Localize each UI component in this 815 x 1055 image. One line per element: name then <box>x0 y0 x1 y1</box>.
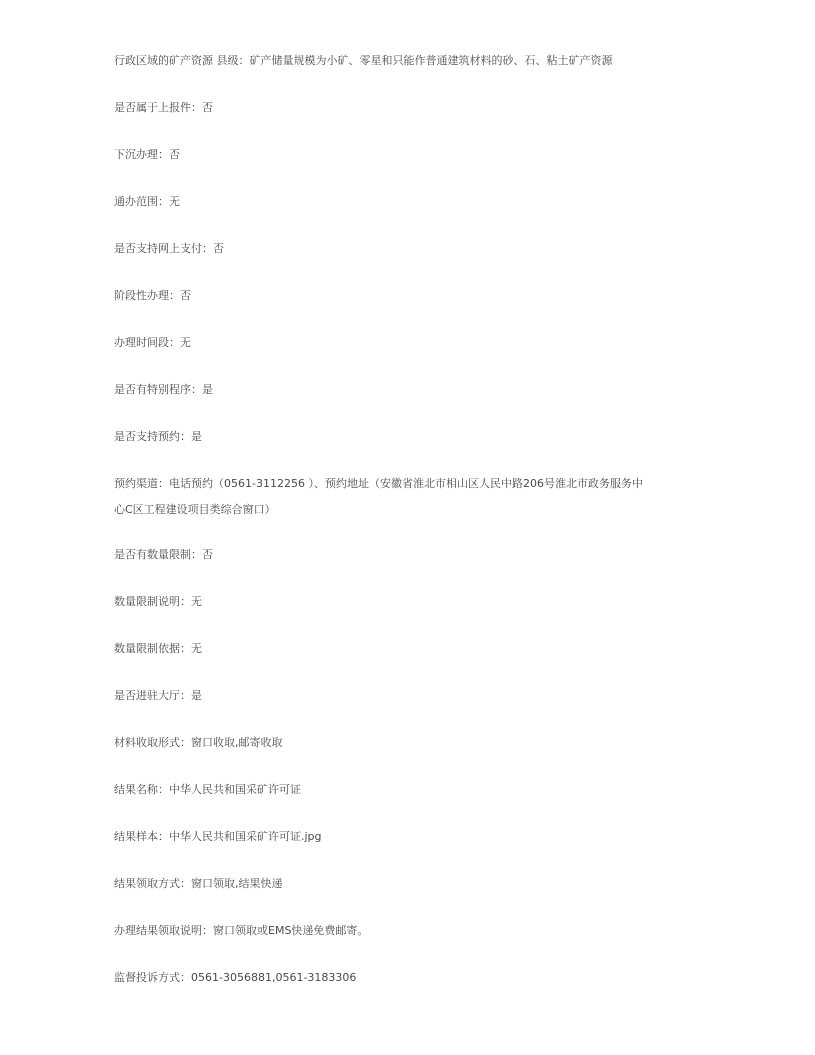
text-line-sink: 下沉办理：否 <box>114 148 180 161</box>
text-line-report: 是否属于上报件：否 <box>114 101 213 114</box>
text-line-limit-basis: 数量限制依据：无 <box>114 642 202 655</box>
text-line-time-period: 办理时间段：无 <box>114 336 191 349</box>
text-line-complaint: 监督投诉方式：0561-3056881,0561-3183306 <box>114 971 357 984</box>
text-line-material-form: 材料收取形式：窗口收取,邮寄收取 <box>114 736 283 749</box>
text-line-mineral-scope: 行政区域的矿产资源 县级：矿产储量规模为小矿、零星和只能作普通建筑材料的砂、石、粘土矿产资源 <box>114 54 613 67</box>
text-line-result-name: 结果名称：中华人民共和国采矿许可证 <box>114 783 301 796</box>
text-line-special-procedure: 是否有特别程序：是 <box>114 383 213 396</box>
text-line-stage: 阶段性办理：否 <box>114 289 191 302</box>
text-line-limit-desc: 数量限制说明：无 <box>114 595 202 608</box>
text-line-result-sample: 结果样本：中华人民共和国采矿许可证.jpg <box>114 830 322 843</box>
text-line-result-pickup-desc: 办理结果领取说明：窗口领取或EMS快递免费邮寄。 <box>114 924 369 937</box>
text-line-reservation: 是否支持预约：是 <box>114 430 202 443</box>
text-line-online-pay: 是否支持网上支付：否 <box>114 242 224 255</box>
text-line-quantity-limit: 是否有数量限制：否 <box>114 548 213 561</box>
text-line-reservation-channel-cont: 心C区工程建设项目类综合窗口） <box>114 503 276 516</box>
text-line-reservation-channel: 预约渠道：电话预约（0561-3112256 ）、预约地址（安徽省淮北市相山区人民中路206号淮北市政务服务中 <box>114 477 643 490</box>
text-line-range: 通办范围：无 <box>114 195 180 208</box>
text-line-hall: 是否进驻大厅：是 <box>114 689 202 702</box>
text-line-result-pickup: 结果领取方式：窗口领取,结果快递 <box>114 877 283 890</box>
